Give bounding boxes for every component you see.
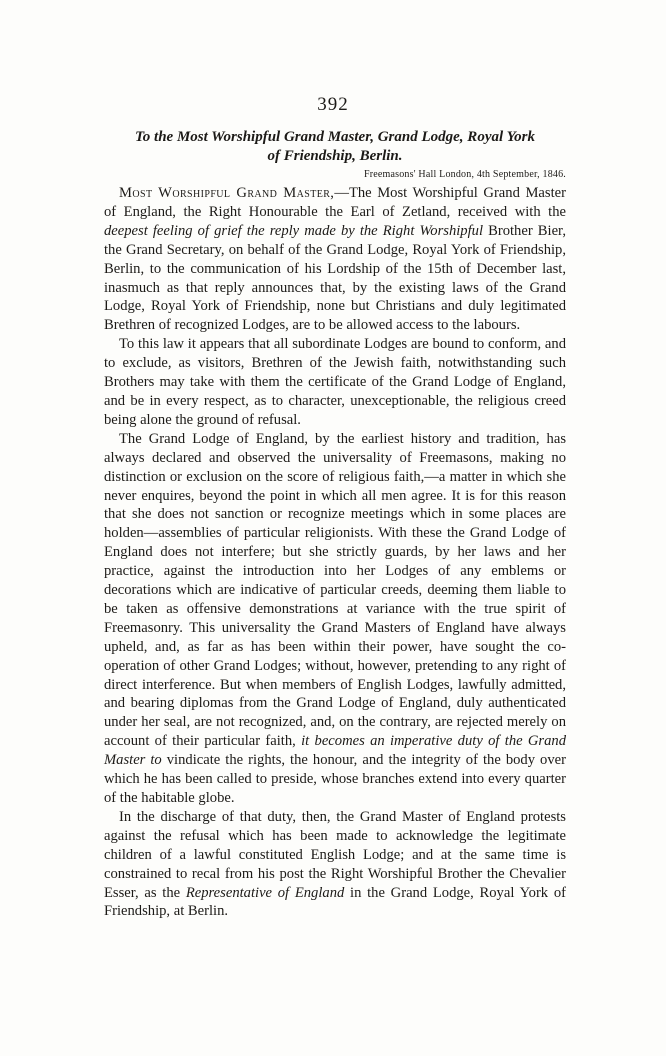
paragraph-1-text-b: Brother Bier, the Grand Secretary, on behalf of the Grand Lodge, Royal York of Friendship, Berlin, to the communication of his Lordship of the 15th of December last, inasmuch as that reply announces that, by the existing laws of the Grand Lodge, Royal York of Friendship, none but Christians and duly legitimated Brethren of recognized Lodges, are to be allowed access to the labours. (104, 222, 566, 334)
title-line-1: To the Most Worshipful Grand Master, Grand Lodge, Royal York (135, 129, 535, 145)
letter-title (104, 128, 566, 166)
paragraph-4-text-a: In the discharge of that duty, then, the Grand Master of England protests against the refusal which has been made to acknowledge the legitimate children of a lawful constituted English Lodge; and at the same time is constrained to recal from his post the Right Worshipful Brother the Chevalier Esser, as the (104, 808, 566, 901)
paragraph-4 (104, 808, 566, 921)
letter-body (104, 184, 566, 921)
title-line-2: of Friendship, Berlin. (267, 148, 403, 164)
paragraph-3 (104, 430, 566, 808)
paragraph-4-text-b: in the Grand Lodge, Royal York of Friendship, at Berlin. (104, 884, 566, 920)
page-number: 392 (317, 94, 349, 115)
salutation: Most Worshipful Grand Master, (119, 185, 335, 201)
paragraph-1-italic: deepest feeling of grief the reply made by the Right Worshipful (104, 222, 484, 239)
paragraph-1 (104, 184, 566, 335)
paragraph-3-text-a: The Grand Lodge of England, by the earliest history and tradition, has always declared and observed the universality of Freemasons, making no distinction or exclusion on the score of religious faith,—a matter in which she never enquires, beyond the point in which all men agree. It is for this reason that she does not sanction or recognize meetings which in some places are holden—assemblies of particular religionists. With these the Grand Lodge of England does not interfere; but she strictly guards, by her laws and her practice, against the introduction into her Lodges of any emblems or decorations which are indicative of particular creeds, deeming them liable to be taken as offensive demonstrations at variance with the true spirit of Freemasonry. This universality the Grand Masters of England have always upheld, and, as far as has been within their power, have sought the co-operation of other Grand Lodges; without, however, pretending to any right of direct interference. But when members of English Lodges, lawfully admitted, and bearing diplomas from the Grand Lodge of England, duly authenticated under her seal, are not recognized, and, on the contrary, are rejected merely on account of their particular faith, (104, 430, 566, 750)
paragraph-1-text-a: —The Most Worshipful Grand Master of England, the Right Honourable the Earl of Zetland, received with the (104, 185, 566, 220)
paragraph-3-text-b: vindicate the rights, the honour, and the integrity of the body over which he has been called to preside, whose branches extend into every quarter of the habitable globe. (104, 752, 566, 806)
paragraph-4-italic: Representative of England (185, 884, 345, 901)
paragraph-3-italic: it becomes an imperative duty of the Grand Master to (104, 733, 567, 769)
dateline: Freemasons' Hall London, 4th September, 1846. (363, 169, 566, 180)
paragraph-2: To this law it appears that all subordinate Lodges are bound to conform, and to exclude, as visitors, Brethren of the Jewish faith, notwithstanding such Brothers may take with them the certificate of the Grand Lodge of England, and be in every respect, as to character, unexceptionable, the religious creed being alone the ground of refusal. (104, 336, 566, 428)
